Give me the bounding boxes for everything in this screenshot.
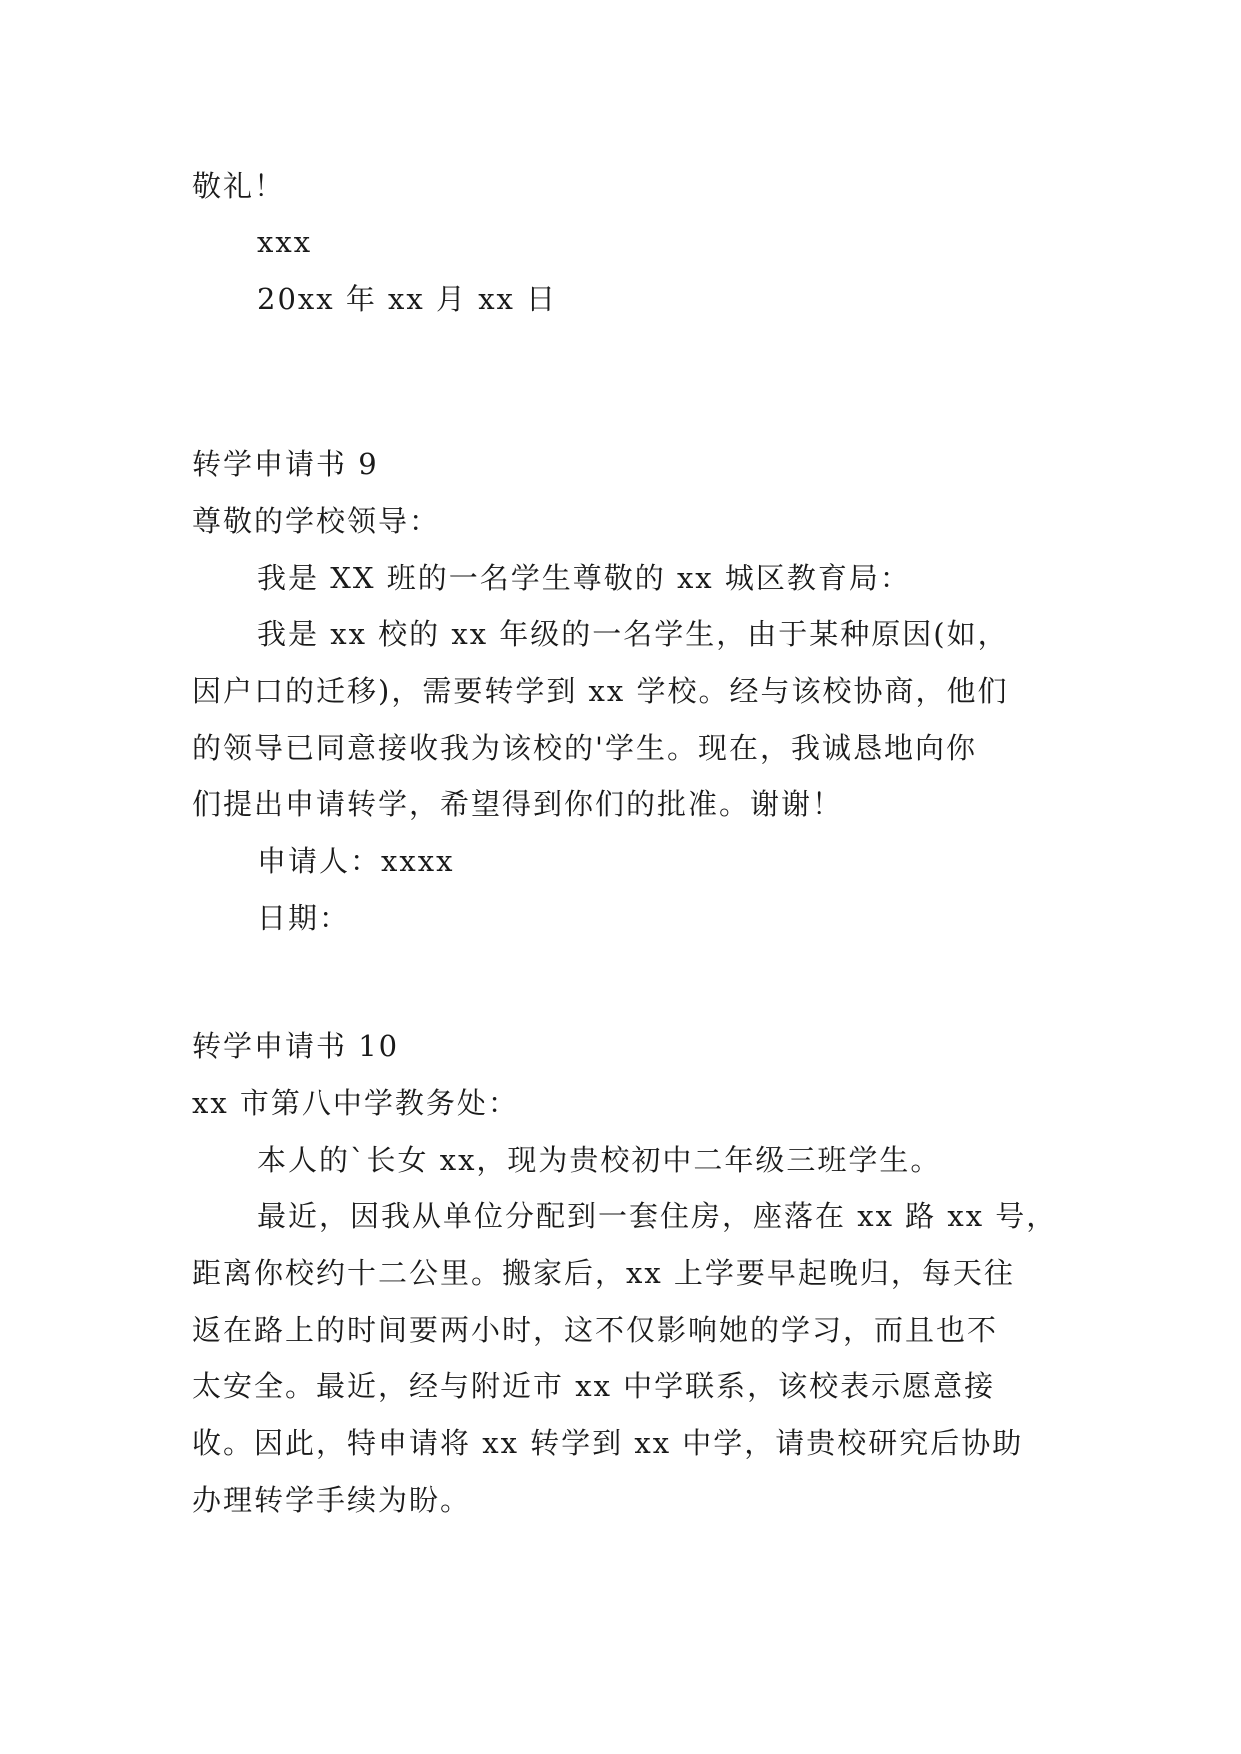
letter-9-applicant: 申请人：xxxx — [257, 844, 455, 878]
letter-9-body-line: 的领导已同意接收我为该校的'学生。现在，我诚恳地向你 — [192, 731, 977, 765]
letter-9-body-line: 我是 XX 班的一名学生尊敬的 xx 城区教育局： — [257, 561, 911, 595]
letter-10-greeting: xx 市第八中学教务处： — [192, 1086, 519, 1120]
closing-date: 20xx 年 xx 月 xx 日 — [257, 282, 558, 316]
letter-10-title: 转学申请书 10 — [192, 1029, 400, 1063]
letter-9-body-line: 我是 xx 校的 xx 年级的一名学生，由于某种原因(如， — [257, 617, 1009, 651]
letter-10-body-line: 太安全。最近，经与附近市 xx 中学联系，该校表示愿意接 — [192, 1369, 996, 1403]
letter-9-body-line: 们提出申请转学，希望得到你们的批准。谢谢！ — [192, 787, 844, 821]
letter-9-greeting: 尊敬的学校领导： — [192, 504, 441, 538]
letter-9-title: 转学申请书 9 — [192, 447, 379, 481]
closing-signer: xxx — [257, 225, 313, 259]
letter-9-date-label: 日期： — [257, 901, 351, 935]
letter-10-body-line: 办理转学手续为盼。 — [192, 1483, 472, 1517]
letter-10-body-line: 距离你校约十二公里。搬家后，xx 上学要早起晚归，每天往 — [192, 1256, 1015, 1290]
letter-10-body-line: 本人的`长女 xx，现为贵校初中二年级三班学生。 — [257, 1143, 942, 1177]
letter-10-body-line: 返在路上的时间要两小时，这不仅影响她的学习，而且也不 — [192, 1313, 999, 1347]
letter-10-body-line: 收。因此，特申请将 xx 转学到 xx 中学，请贵校研究后协助 — [192, 1426, 1024, 1460]
closing-salute: 敬礼！ — [192, 169, 286, 203]
letter-10-body-line: 最近，因我从单位分配到一套住房，座落在 xx 路 xx 号， — [257, 1199, 1058, 1233]
letter-9-body-line: 因户口的迁移)，需要转学到 xx 学校。经与该校协商，他们 — [192, 674, 1009, 708]
